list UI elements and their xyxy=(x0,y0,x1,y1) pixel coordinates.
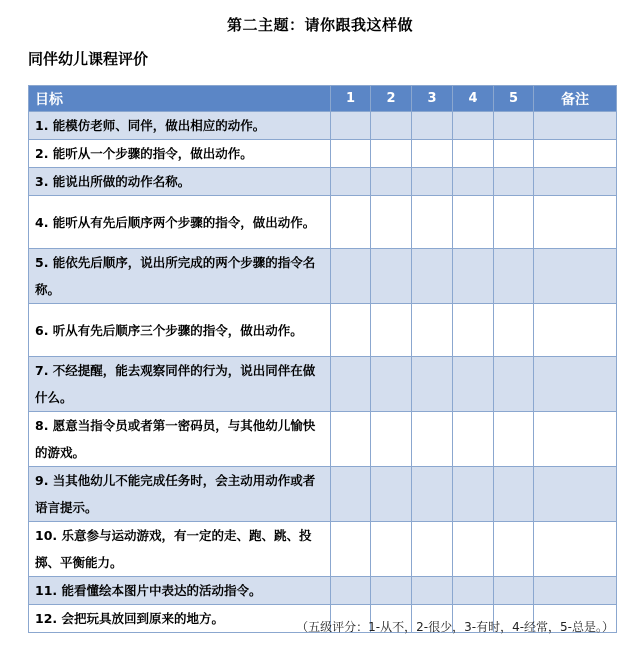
goal-cell: 6. 听从有先后顺序三个步骤的指令，做出动作。 xyxy=(29,304,331,357)
score-1-cell[interactable] xyxy=(331,304,371,357)
score-3-cell[interactable] xyxy=(412,196,453,249)
score-1-cell[interactable] xyxy=(331,168,371,196)
score-4-cell[interactable] xyxy=(453,412,494,467)
rating-scale-footnote: （五级评分：1-从不，2-很少，3-有时，4-经常，5-总是。） xyxy=(296,620,614,634)
goal-cell: 10. 乐意参与运动游戏，有一定的走、跑、跳、投掷、平衡能力。 xyxy=(29,522,331,577)
score-4-cell[interactable] xyxy=(453,196,494,249)
score-2-cell[interactable] xyxy=(371,140,412,168)
score-5-cell[interactable] xyxy=(494,140,534,168)
table-row xyxy=(29,196,617,249)
score-2-cell[interactable] xyxy=(371,249,412,304)
score-5-cell[interactable] xyxy=(494,196,534,249)
score-4-cell[interactable] xyxy=(453,140,494,168)
score-4-cell[interactable] xyxy=(453,249,494,304)
goal-cell: 4. 能听从有先后顺序两个步骤的指令，做出动作。 xyxy=(29,196,331,249)
table-row xyxy=(29,140,617,168)
goal-cell: 3. 能说出所做的动作名称。 xyxy=(29,168,331,196)
score-2-cell[interactable] xyxy=(371,168,412,196)
notes-cell[interactable] xyxy=(534,196,617,249)
score-3-cell[interactable] xyxy=(412,112,453,140)
goal-cell: 12. 会把玩具放回到原来的地方。 xyxy=(29,605,331,633)
score-4-cell[interactable] xyxy=(453,304,494,357)
score-4-cell[interactable] xyxy=(453,357,494,412)
goal-cell: 2. 能听从一个步骤的指令，做出动作。 xyxy=(29,140,331,168)
table-row xyxy=(29,357,617,412)
goal-cell: 11. 能看懂绘本图片中表达的活动指令。 xyxy=(29,577,331,605)
table-row xyxy=(29,467,617,522)
score-2-cell[interactable] xyxy=(371,522,412,577)
score-3-cell[interactable] xyxy=(412,140,453,168)
score-1-cell[interactable] xyxy=(331,412,371,467)
goal-cell: 9. 当其他幼儿不能完成任务时，会主动用动作或者语言提示。 xyxy=(29,467,331,522)
score-2-column-header: 2 xyxy=(371,86,412,112)
goal-cell: 5. 能依先后顺序，说出所完成的两个步骤的指令名称。 xyxy=(29,249,331,304)
notes-cell[interactable] xyxy=(534,112,617,140)
notes-cell[interactable] xyxy=(534,522,617,577)
score-5-cell[interactable] xyxy=(494,249,534,304)
score-4-cell[interactable] xyxy=(453,467,494,522)
score-4-cell[interactable] xyxy=(453,522,494,577)
table-row xyxy=(29,249,617,304)
score-5-cell[interactable] xyxy=(494,357,534,412)
score-1-cell[interactable] xyxy=(331,522,371,577)
score-5-cell[interactable] xyxy=(494,112,534,140)
score-3-cell[interactable] xyxy=(412,577,453,605)
goal-column-header: 目标 xyxy=(29,86,331,112)
score-5-cell[interactable] xyxy=(494,522,534,577)
score-1-cell[interactable] xyxy=(331,196,371,249)
score-4-cell[interactable] xyxy=(453,577,494,605)
score-2-cell[interactable] xyxy=(371,412,412,467)
score-5-cell[interactable] xyxy=(494,577,534,605)
score-1-column-header: 1 xyxy=(331,86,371,112)
score-2-cell[interactable] xyxy=(371,467,412,522)
score-3-cell[interactable] xyxy=(412,357,453,412)
notes-cell[interactable] xyxy=(534,249,617,304)
score-5-cell[interactable] xyxy=(494,412,534,467)
score-2-cell[interactable] xyxy=(371,304,412,357)
score-1-cell[interactable] xyxy=(331,249,371,304)
notes-cell[interactable] xyxy=(534,412,617,467)
notes-cell[interactable] xyxy=(534,577,617,605)
score-2-cell[interactable] xyxy=(371,357,412,412)
score-4-cell[interactable] xyxy=(453,168,494,196)
table-row xyxy=(29,577,617,605)
score-3-cell[interactable] xyxy=(412,168,453,196)
goal-cell: 1. 能模仿老师、同伴，做出相应的动作。 xyxy=(29,112,331,140)
score-2-cell[interactable] xyxy=(371,196,412,249)
notes-cell[interactable] xyxy=(534,168,617,196)
score-5-cell[interactable] xyxy=(494,304,534,357)
score-2-cell[interactable] xyxy=(371,112,412,140)
notes-cell[interactable] xyxy=(534,140,617,168)
score-3-cell[interactable] xyxy=(412,249,453,304)
table-row xyxy=(29,112,617,140)
notes-cell[interactable] xyxy=(534,467,617,522)
table-header-row xyxy=(29,86,617,112)
score-1-cell[interactable] xyxy=(331,140,371,168)
score-4-cell[interactable] xyxy=(453,112,494,140)
score-1-cell[interactable] xyxy=(331,357,371,412)
table-row xyxy=(29,168,617,196)
score-5-cell[interactable] xyxy=(494,467,534,522)
score-1-cell[interactable] xyxy=(331,112,371,140)
score-4-column-header: 4 xyxy=(453,86,494,112)
score-3-cell[interactable] xyxy=(412,522,453,577)
notes-column-header: 备注 xyxy=(534,86,617,112)
score-1-cell[interactable] xyxy=(331,577,371,605)
score-3-cell[interactable] xyxy=(412,304,453,357)
score-1-cell[interactable] xyxy=(331,467,371,522)
goal-cell: 8. 愿意当指令员或者第一密码员，与其他幼儿愉快的游戏。 xyxy=(29,412,331,467)
evaluation-table xyxy=(28,85,617,633)
section-title: 同伴幼儿课程评价 xyxy=(28,50,149,68)
score-2-cell[interactable] xyxy=(371,577,412,605)
document-title: 第二主题：请你跟我这样做 xyxy=(226,16,413,34)
table-row xyxy=(29,304,617,357)
score-5-column-header: 5 xyxy=(494,86,534,112)
table-row xyxy=(29,412,617,467)
score-3-cell[interactable] xyxy=(412,467,453,522)
notes-cell[interactable] xyxy=(534,304,617,357)
table-row xyxy=(29,522,617,577)
score-3-cell[interactable] xyxy=(412,412,453,467)
score-3-column-header: 3 xyxy=(412,86,453,112)
notes-cell[interactable] xyxy=(534,357,617,412)
score-5-cell[interactable] xyxy=(494,168,534,196)
goal-cell: 7. 不经提醒，能去观察同伴的行为，说出同伴在做什么。 xyxy=(29,357,331,412)
